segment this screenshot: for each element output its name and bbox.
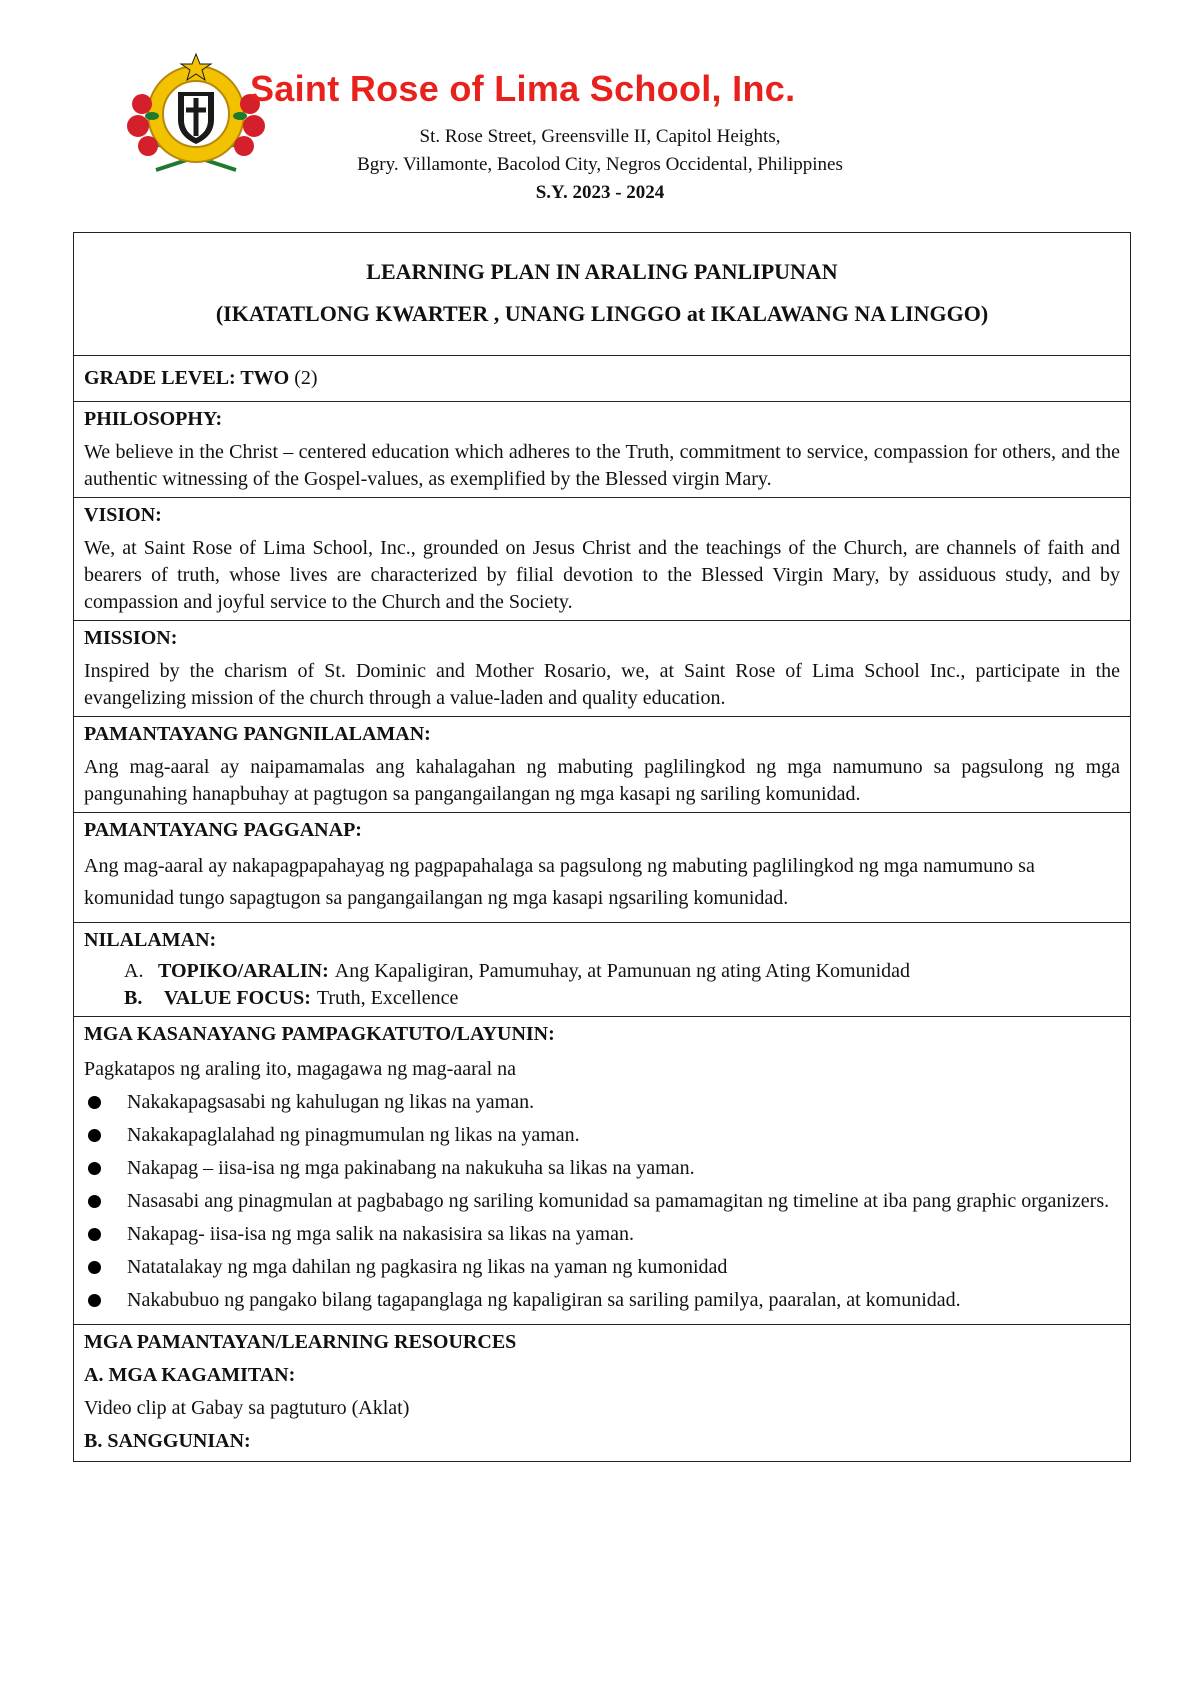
title-cell xyxy=(74,233,1131,356)
mission-label: MISSION: xyxy=(84,627,178,649)
school-name: Saint Rose of Lima School, Inc. xyxy=(250,68,796,109)
bullet-icon xyxy=(88,1129,101,1142)
learning-plan-table xyxy=(73,232,1131,1462)
content-standard-cell xyxy=(74,717,1131,813)
competencies-list xyxy=(84,1089,1120,1314)
bullet-icon xyxy=(88,1261,101,1274)
objective-text: Nakapag- iisa-isa ng mga salik na nakasisira sa likas na yaman. xyxy=(127,1223,635,1245)
mission-text: Inspired by the charism of St. Dominic and Mother Rosario, we, at Saint Rose of Lima School Inc., participate in the evangelizing mission of the church through a value-laden and quality education. xyxy=(84,660,1120,709)
bullet-icon xyxy=(88,1294,101,1307)
competencies-label: MGA KASANAYANG PAMPAGKATUTO/LAYUNIN: xyxy=(84,1023,555,1045)
list-item xyxy=(84,1287,1120,1314)
performance-standard-text: Ang mag-aaral ay nakapagpapahayag ng pagpapahalaga sa pagsulong ng mabuting paglilingkod ng mga namumuno sa komunidad tungo sapagtugon sa pangangailangan ng mga kasapi ngsariling komunidad. xyxy=(84,855,1035,909)
competencies-intro: Pagkatapos ng araling ito, magagawa ng mag-aaral na xyxy=(84,1058,517,1080)
competencies-cell xyxy=(74,1017,1131,1325)
content-standard-label: PAMANTAYANG PANGNILALAMAN: xyxy=(84,723,431,745)
list-item xyxy=(124,958,1120,985)
address-line-1: St. Rose Street, Greensville II, Capitol Heights, xyxy=(419,126,781,147)
materials-label: A. MGA KAGAMITAN: xyxy=(84,1364,296,1386)
philosophy-cell xyxy=(74,402,1131,498)
objective-text: Nakabubuo ng pangako bilang tagapanglaga ng kapaligiran sa sariling pamilya, paaralan, at komunidad. xyxy=(127,1289,961,1311)
performance-standard-label: PAMANTAYANG PAGGANAP: xyxy=(84,819,362,841)
bullet-icon xyxy=(88,1228,101,1241)
vision-label: VISION: xyxy=(84,504,162,526)
document-subtitle: (IKATATLONG KWARTER , UNANG LINGGO at IKALAWANG NA LINGGO) xyxy=(215,301,989,326)
bullet-icon xyxy=(88,1195,101,1208)
objective-text: Nakakapagsasabi ng kahulugan ng likas na yaman. xyxy=(127,1091,535,1113)
content-cell xyxy=(74,923,1131,1017)
references-label: B. SANGGUNIAN: xyxy=(84,1430,251,1452)
list-marker: B. xyxy=(124,987,143,1009)
bullet-icon xyxy=(88,1162,101,1175)
objective-text: Nakapag – iisa-isa ng mga pakinabang na nakukuha sa likas na yaman. xyxy=(127,1157,695,1179)
topic-label: TOPIKO/ARALIN: xyxy=(158,960,329,982)
list-item xyxy=(84,1221,1120,1248)
letterhead xyxy=(0,0,1200,215)
bullet-icon xyxy=(88,1096,101,1109)
value-focus-value: Truth, Excellence xyxy=(316,987,459,1009)
list-item xyxy=(84,1089,1120,1116)
list-item xyxy=(124,985,1120,1012)
topic-value: Ang Kapaligiran, Pamumuhay, at Pamunuan ng ating Ating Komunidad xyxy=(334,960,911,982)
materials-text: Video clip at Gabay sa pagtuturo (Aklat) xyxy=(84,1397,410,1419)
resources-cell xyxy=(74,1325,1131,1462)
address-line-2: Bgry. Villamonte, Bacolod City, Negros Occidental, Philippines xyxy=(357,154,843,175)
list-item xyxy=(84,1155,1120,1182)
school-year: S.Y. 2023 - 2024 xyxy=(535,182,665,203)
grade-level-cell xyxy=(74,356,1131,402)
mission-cell xyxy=(74,621,1131,717)
school-seal-icon xyxy=(126,52,266,180)
objective-text: Nasasabi ang pinagmulan at pagbabago ng sariling komunidad sa pamamagitan ng timeline at iba pang graphic organizers. xyxy=(127,1190,1110,1212)
vision-text: We, at Saint Rose of Lima School, Inc., grounded on Jesus Christ and the teachings of the Church, are channels of faith and bearers of truth, whose lives are characterized by filial devotion to the Blessed Virgin Mary, by assiduous study, and by compassion and joyful service to the Church and the Society. xyxy=(84,537,1120,613)
content-label: NILALAMAN: xyxy=(84,929,217,951)
list-item xyxy=(84,1188,1120,1215)
philosophy-text: We believe in the Christ – centered education which adheres to the Truth, commitment to service, compassion for others, and the authentic witnessing of the Gospel-values, as exemplified by the Blessed virgin Mary. xyxy=(84,441,1120,490)
performance-standard-cell xyxy=(74,813,1131,923)
list-marker: A. xyxy=(124,960,144,982)
objective-text: Natatalakay ng mga dahilan ng pagkasira ng likas na yaman ng kumonidad xyxy=(127,1256,728,1278)
grade-level-label: GRADE LEVEL: TWO xyxy=(84,367,290,389)
philosophy-label: PHILOSOPHY: xyxy=(84,408,223,430)
objective-text: Nakakapaglalahad ng pinagmumulan ng likas na yaman. xyxy=(127,1124,580,1146)
document-title: LEARNING PLAN IN ARALING PANLIPUNAN xyxy=(366,259,838,284)
list-item xyxy=(84,1122,1120,1149)
resources-label: MGA PAMANTAYAN/LEARNING RESOURCES xyxy=(84,1331,517,1353)
value-focus-label: VALUE FOCUS: xyxy=(164,987,311,1009)
content-standard-text: Ang mag-aaral ay naipamamalas ang kahalagahan ng mabuting paglilingkod ng mga namumuno sa pagsulong ng mga pangunahing hanapbuhay at pagtugon sa pangangailangan ng mga kasapi ng sariling komunidad. xyxy=(84,756,1120,805)
content-list xyxy=(84,958,1120,1012)
list-item xyxy=(84,1254,1120,1281)
grade-level-value: (2) xyxy=(294,367,318,389)
vision-cell xyxy=(74,498,1131,621)
